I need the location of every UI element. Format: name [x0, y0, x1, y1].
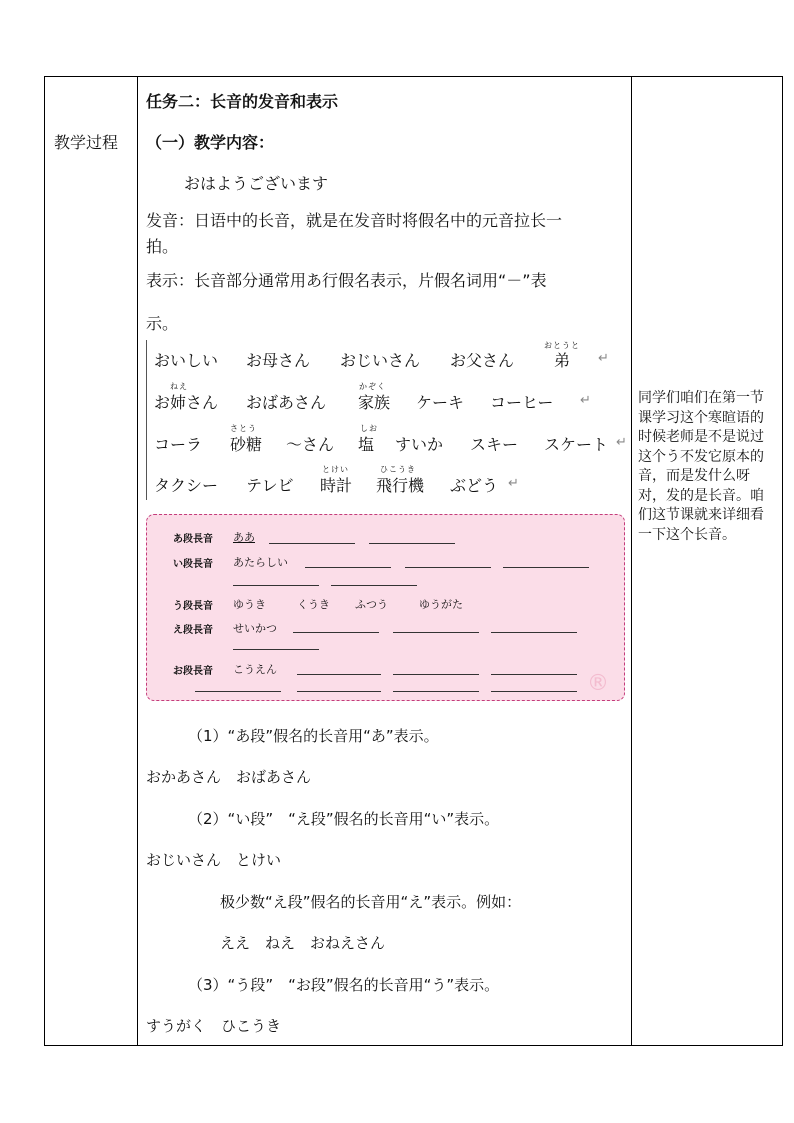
vocab-bar [146, 340, 147, 500]
vocab-word: 塩 [358, 435, 375, 454]
vocab-word: お姉さん [154, 393, 219, 412]
row-label: え段長音 [173, 625, 213, 636]
teacher-note: 同学们咱们在第一节课学习这个寒暄语的时候老师是不是说过这个う不发它原本的音，而是发什么呀 对，发的是长音。咱们这节课就来详细看一下这个长音。 [638, 390, 764, 543]
row-label: あ段長音 [173, 534, 213, 545]
vocab-word: お父さん [450, 351, 515, 370]
example-word: ゆうがた [419, 598, 463, 611]
vocab-word: ぶどう [450, 476, 499, 495]
answer-blank[interactable] [393, 632, 479, 633]
return-mark-icon: ↵ [598, 351, 609, 366]
ruby-text: ねえ [170, 382, 188, 391]
example-greeting: おはようございます [184, 174, 329, 193]
content-subheading: （一）教学内容： [146, 133, 275, 152]
rule-2-example: おじいさん とけい [146, 851, 282, 869]
example-word: ふつう [355, 598, 388, 611]
vocab-word: 時計 [320, 476, 353, 495]
answer-blank[interactable] [393, 674, 479, 675]
vocab-word: スキー [470, 435, 519, 454]
vocab-word: おばあさん [246, 393, 327, 412]
ruby-text: おとうと [544, 341, 580, 350]
ruby-text: かぞく [359, 382, 386, 391]
return-mark-icon: ↵ [508, 476, 519, 491]
answer-blank[interactable] [491, 632, 577, 633]
rule-2-exception-example: ええ ねえ おねえさん [220, 934, 386, 952]
example-word: ああ [233, 531, 255, 544]
column-divider-right [631, 77, 632, 1045]
vocab-word: テレビ [246, 476, 294, 495]
vocab-word: ～さん [286, 435, 335, 454]
vocab-word: 砂糖 [230, 435, 263, 454]
vocab-word: おじいさん [340, 351, 421, 370]
return-mark-icon: ↵ [580, 393, 591, 408]
vocab-word: スケート [544, 435, 609, 454]
vocab-word: 弟 [554, 351, 571, 370]
rule-3-example: すうがく ひこうき [146, 1017, 282, 1035]
task-heading: 任务二：长音的发音和表示 [146, 92, 339, 111]
answer-blank[interactable] [331, 585, 417, 586]
answer-blank[interactable] [297, 691, 381, 692]
vocab-word: ケーキ [416, 393, 465, 412]
row-label: う段長音 [173, 601, 213, 612]
notation-line-1: 表示：长音部分通常用あ行假名表示，片假名词用“－”表 [146, 271, 547, 290]
ruby-text: しお [360, 424, 378, 433]
answer-blank[interactable] [293, 632, 379, 633]
rule-1: （1）“あ段”假名的长音用“あ”表示。 [188, 727, 439, 745]
rule-1-example: おかあさん おばあさん [146, 768, 312, 786]
ruby-text: さとう [230, 424, 257, 433]
answer-blank[interactable] [195, 691, 281, 692]
notation-line-2: 示。 [146, 314, 179, 333]
rule-2: （2）“い段” “え段”假名的长音用“い”表示。 [188, 810, 500, 828]
vocab-word: おいしい [154, 351, 219, 370]
column-divider-left [137, 77, 138, 1045]
vocab-word: お母さん [246, 351, 311, 370]
pronunciation-line-2: 拍。 [146, 237, 179, 256]
vocab-word: すいか [395, 435, 444, 454]
pronunciation-line-1: 发音：日语中的长音，就是在发音时将假名中的元音拉长一 [146, 211, 563, 230]
section-label: 教学过程 [54, 133, 119, 152]
answer-blank[interactable] [269, 543, 355, 544]
answer-blank[interactable] [503, 567, 589, 568]
vocab-word: コーヒー [490, 393, 554, 412]
answer-blank[interactable] [233, 649, 319, 650]
vocab-word: 家族 [358, 393, 391, 412]
rule-2-exception: 极少数“え段”假名的长音用“え”表示。例如： [220, 893, 522, 911]
answer-blank[interactable] [405, 567, 491, 568]
return-mark-icon: ↵ [616, 435, 627, 450]
watermark-mark: ® [587, 671, 609, 696]
vocab-word: コーラ [154, 435, 203, 454]
example-word: こうえん [233, 663, 277, 676]
rule-3: （3）“う段” “お段”假名的长音用“う”表示。 [188, 976, 500, 994]
row-label: お段長音 [173, 666, 213, 677]
answer-blank[interactable] [297, 674, 381, 675]
answer-blank[interactable] [369, 543, 455, 544]
vocab-word: タクシー [154, 476, 219, 495]
example-word: ゆうき [233, 598, 266, 611]
worksheet-box [146, 514, 625, 701]
answer-blank[interactable] [491, 674, 577, 675]
ruby-text: とけい [322, 465, 349, 474]
example-word: せいかつ [233, 622, 277, 635]
answer-blank[interactable] [491, 691, 577, 692]
row-label: い段長音 [173, 559, 213, 570]
ruby-text: ひこうき [380, 465, 416, 474]
example-word: あたらしい [233, 556, 288, 569]
answer-blank[interactable] [393, 691, 479, 692]
example-word: くうき [297, 598, 330, 611]
answer-blank[interactable] [305, 567, 391, 568]
answer-blank[interactable] [233, 585, 319, 586]
vocab-word: 飛行機 [376, 476, 425, 495]
